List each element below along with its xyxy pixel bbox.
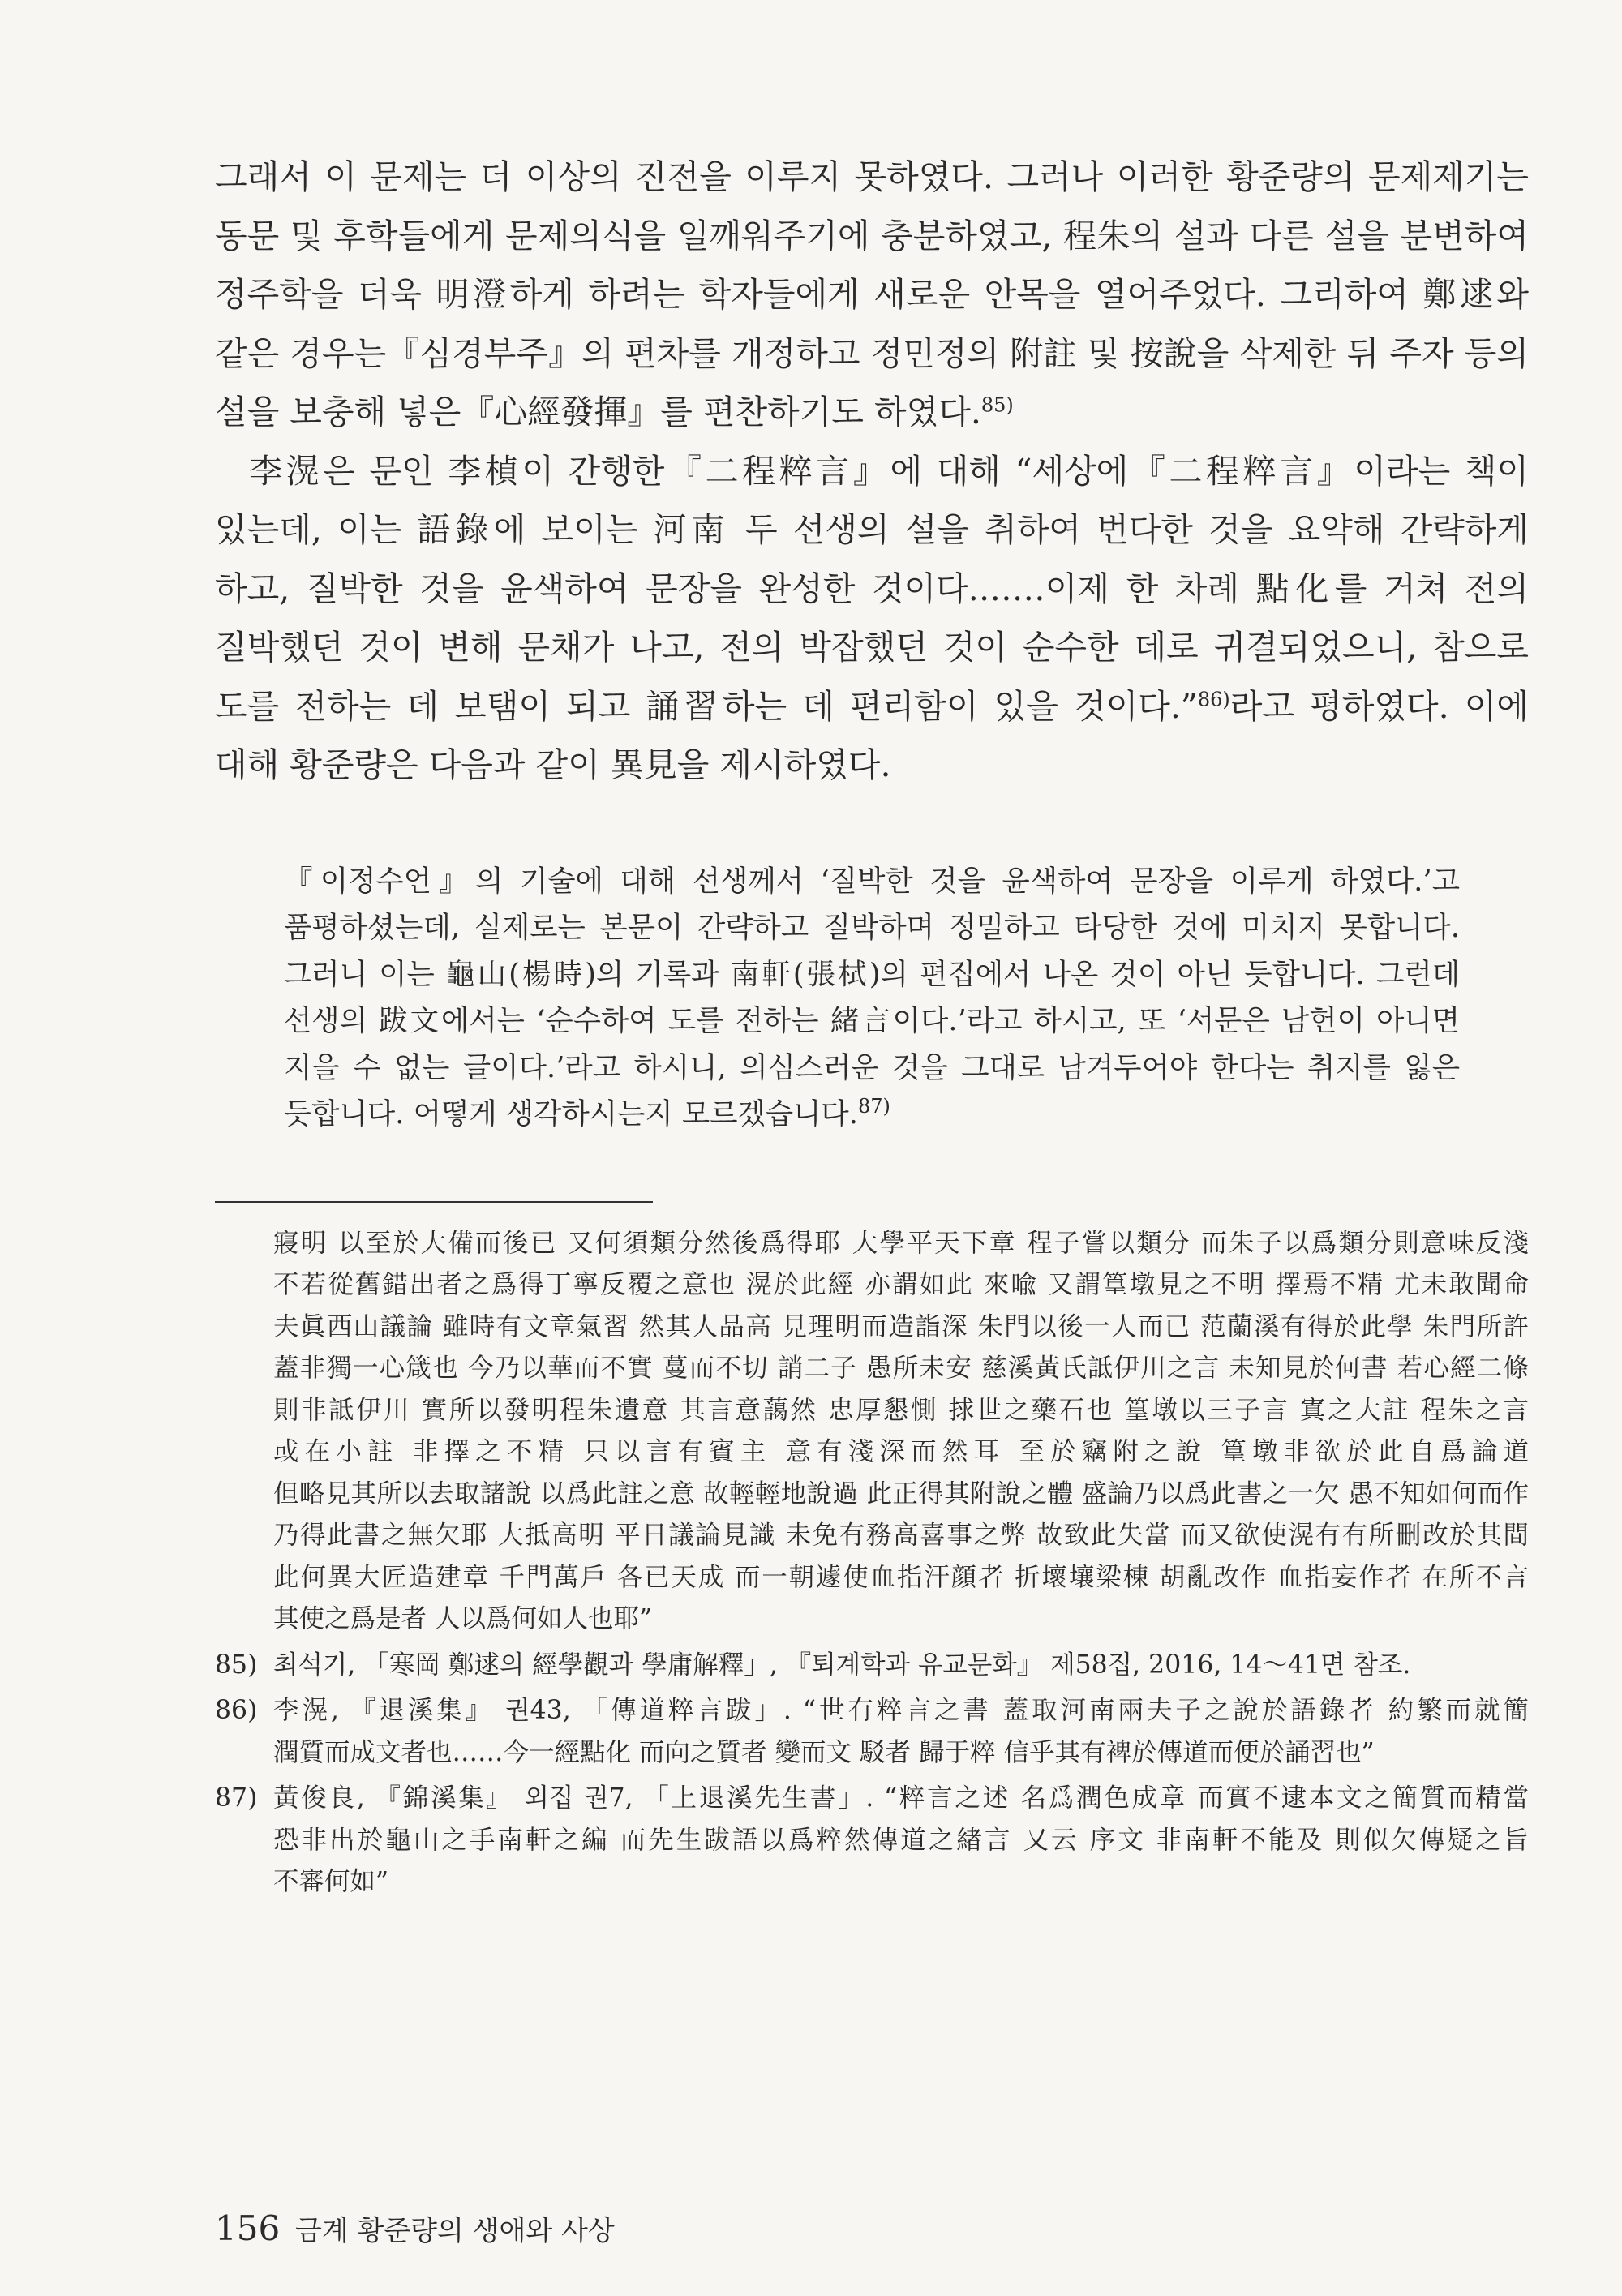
footnote-ref-85[interactable]: 85) (980, 393, 1014, 417)
paragraph-2 (215, 442, 1529, 795)
footnote-text: 최석기, 「寒岡 鄭逑의 經學觀과 學庸解釋」, 『퇴계학과 유교문화』 제58집, 2016, 14～41면 참조. (273, 1650, 1411, 1680)
footnote-86 (215, 1690, 1529, 1774)
footnote-continued-text: 寢明 以至於大備而後已 又何須類分然後爲得耶 大學平天下章 程子嘗以類分 而朱子以爲類分則意味反淺 不若從舊錯出者之爲得丁寧反覆之意也 滉於此經 亦謂如此 來喩 又謂篁墩見之不明 擇焉不精 尤未敢聞命 夫眞西山議論 雖時有文章氣習 然其人品高 見理明而造詣深 朱門以後一人而已 范蘭溪有得於此學 朱門所許 蓋非獨一心箴也 今乃以華而不實 蔓而不切 誚二子 愚所未安 慈溪黃氏詆伊川之言 未知見於何書 若心經二條 則非詆伊川 實所以發明程朱遺意 其言意藹然 忠厚懇惻 捄世之藥石也 篁墩以三子言 寘之大註 程朱之言 或在小註 非擇之不精 只以言有賓主 意有淺深而然耳 至於竊附之說 篁墩非欲於此自爲論道 但略見其所以去取諸說 以爲此註之意 故輕輕地說過 此正得其附說之體 盛論乃以爲此書之一欠 愚不知如何而作 乃得此書之無欠耶 大抵高明 平日議論見識 未免有務高喜事之弊 故致此失當 而又欲使滉有有所刪改於其間 此何異大匠造建章 千門萬戶 各已天成 而一朝遽使血指汗顔者 折壞壤梁棟 胡亂改作 血指妄作者 在所不言 其使之爲是者 人以爲何如人也耶” (273, 1228, 1529, 1633)
footnote-85 (215, 1645, 1529, 1687)
running-title: 금계 황준량의 생애와 사상 (294, 2215, 615, 2247)
quote-text: 『이정수언』의 기술에 대해 선생께서 ‘질박한 것을 윤색하여 문장을 이루게 하였다.’고 품평하셨는데, 실제로는 본문이 간략하고 질박하며 정밀하고 타당한 것에 미치지 못합니다. 그러니 이는 龜山(楊時)의 기록과 南軒(張栻)의 편집에서 나온 것이 아닌 듯합니다. 그런데 선생의 跋文에서는 ‘순수하여 도를 전하는 緒言이다.’라고 하시고, 또 ‘서문은 남헌이 아니면 지을 수 없는 글이다.’라고 하시니, 의심스러운 것을 그대로 남겨두어야 한다는 취지를 잃은 듯합니다. 어떻게 생각하시는지 모르겠습니다. (284, 864, 1460, 1131)
footnote-number: 86) (215, 1696, 258, 1725)
footnote-ref-86[interactable]: 86) (1197, 687, 1230, 710)
paragraph-1 (215, 148, 1529, 442)
block-quote (284, 858, 1460, 1138)
page-content (215, 148, 1529, 1903)
footnote-text: 黃俊良, 『錦溪集』 외집 권7, 「上退溪先生書」. “粹言之述 名爲潤色成章 而實不逮本文之簡質而精當 恐非出於龜山之手南軒之編 而先生跋語以爲粹然傳道之緖言 又云 序文 非南軒不能及 則似欠傳疑之旨 不審何如” (273, 1783, 1529, 1896)
footnote-number: 85) (215, 1650, 258, 1680)
footnote-number: 87) (215, 1783, 258, 1813)
quote-paragraph (284, 858, 1460, 1138)
paragraph-1-text: 그래서 이 문제는 더 이상의 진전을 이루지 못하였다. 그러나 이러한 황준량의 문제제기는 동문 및 후학들에게 문제의식을 일깨워주기에 충분하였고, 程朱의 설과 다른 설을 분변하여 정주학을 더욱 明澄하게 하려는 학자들에게 새로운 안목을 열어주었다. 그리하여 鄭逑와 같은 경우는『심경부주』의 편차를 개정하고 정민정의 附註 및 按說을 삭제한 뒤 주자 등의 설을 보충해 넣은『心經發揮』를 편찬하기도 하였다. (215, 157, 1529, 431)
page-footer (215, 2208, 615, 2248)
footnotes (215, 1223, 1529, 1903)
main-text (215, 148, 1529, 795)
footnote-text: 李滉, 『退溪集』 권43, 「傳道粹言跋」. “世有粹言之書 蓋取河南兩夫子之說於語錄者 約繁而就簡 潤質而成文者也……今一經點化 而向之質者 變而文 駁者 歸于粹 信乎其有裨於傳道而便於誦習也” (273, 1696, 1529, 1767)
footnote-87 (215, 1778, 1529, 1903)
footnote-ref-87[interactable]: 87) (858, 1095, 890, 1118)
paragraph-2-end: 라고 평하였다. 이에 대해 황준량은 다음과 같이 異見을 제시하였다. (215, 686, 1529, 784)
paragraph-2-text: 李滉은 문인 李楨이 간행한『二程粹言』에 대해 “세상에『二程粹言』이라는 책이 있는데, 이는 語錄에 보이는 河南 두 선생의 설을 취하여 번다한 것을 요약해 간략하게 하고, 질박한 것을 윤색하여 문장을 완성한 것이다.……이제 한 차례 點化를 거쳐 전의 질박했던 것이 변해 문채가 나고, 전의 박잡했던 것이 순수한 데로 귀결되었으니, 참으로 도를 전하는 데 보탬이 되고 誦習하는 데 편리함이 있을 것이다.” (215, 451, 1529, 726)
footnote-continued (215, 1223, 1529, 1641)
footnote-divider (215, 1201, 653, 1203)
page-number: 156 (215, 2208, 281, 2248)
